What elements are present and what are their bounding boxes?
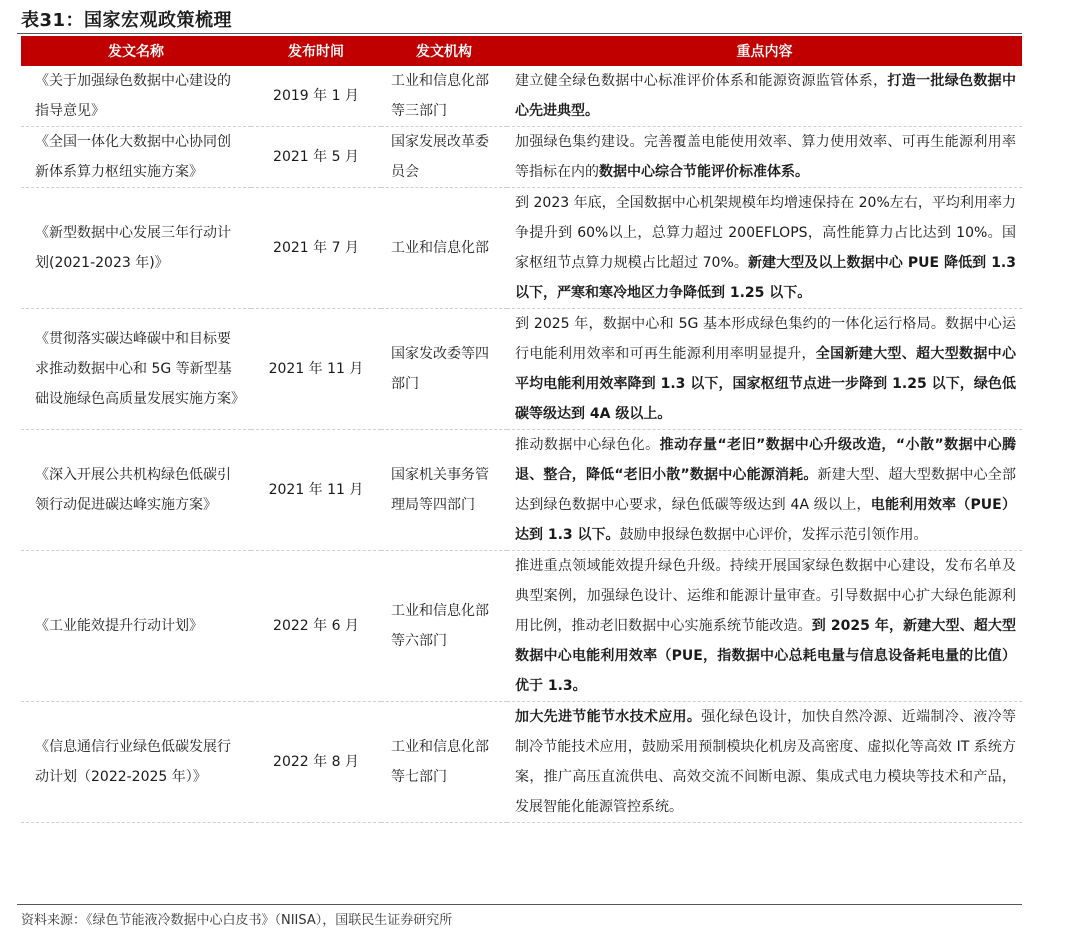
content-text: 到 2023 年底，全国数据中心机架规模年均增速保持在 20%左右，平均利用率力争提升到 60%以上，总算力超过 200EFLOPS，高性能算力占比达到 10%。国家枢纽节点算力规模占比超过 70%。 bbox=[515, 195, 1016, 271]
header-name: 发文名称 bbox=[21, 36, 251, 66]
content-text-bold: 加大先进节能节水技术应用。 bbox=[515, 709, 702, 725]
table-row bbox=[21, 430, 1022, 551]
content-text-bold: 新建大型及以上数据中心 PUE 降低到 1.3 以下，严寒和寒冷地区力争降低到 1.25 以下。 bbox=[515, 255, 1016, 301]
content-text: 建立健全绿色数据中心标准评价体系和能源资源监管体系， bbox=[515, 73, 888, 89]
policy-table bbox=[21, 36, 1022, 823]
key-content bbox=[507, 430, 1022, 551]
header-org: 发文机构 bbox=[381, 36, 507, 66]
issuing-org: 国家发改委等四部门 bbox=[381, 309, 507, 430]
publish-date: 2021 年 11 月 bbox=[251, 309, 381, 430]
table-row bbox=[21, 66, 1022, 127]
publish-date: 2021 年 11 月 bbox=[251, 430, 381, 551]
table-row bbox=[21, 127, 1022, 188]
content-text-bold: 数据中心综合节能评价标准体系。 bbox=[599, 164, 809, 180]
key-content bbox=[507, 551, 1022, 702]
issuing-org: 工业和信息化部 bbox=[381, 188, 507, 309]
table-row bbox=[21, 309, 1022, 430]
key-content bbox=[507, 188, 1022, 309]
content-text: 加强绿色集约建设。完善覆盖电能使用效率、算力使用效率、可再生能源利用率等指标在内的 bbox=[515, 134, 1016, 180]
header-content: 重点内容 bbox=[507, 36, 1022, 66]
issuing-org: 国家机关事务管理局等四部门 bbox=[381, 430, 507, 551]
content-text: 强化绿色设计，加快自然冷源、近端制冷、液冷等制冷节能技术应用，鼓励采用预制模块化机房及高密度、虚拟化等高效 IT 系统方案，推广高压直流供电、高效交流不间断电源、集成式电力模块等技术和产品，发展智能化能源管控系统。 bbox=[515, 709, 1017, 815]
table-title: 表31：国家宏观政策梳理 bbox=[21, 10, 233, 31]
publish-date: 2022 年 6 月 bbox=[251, 551, 381, 702]
table-row bbox=[21, 551, 1022, 702]
doc-name: 《工业能效提升行动计划》 bbox=[21, 551, 251, 702]
issuing-org: 工业和信息化部等七部门 bbox=[381, 702, 507, 823]
issuing-org: 工业和信息化部等三部门 bbox=[381, 66, 507, 127]
doc-name: 《全国一体化大数据中心协同创新体系算力枢纽实施方案》 bbox=[21, 127, 251, 188]
content-text: 推动数据中心绿色化。 bbox=[515, 437, 660, 453]
header-date: 发布时间 bbox=[251, 36, 381, 66]
issuing-org: 国家发展改革委员会 bbox=[381, 127, 507, 188]
key-content bbox=[507, 127, 1022, 188]
table-row bbox=[21, 188, 1022, 309]
key-content bbox=[507, 702, 1022, 823]
source-divider bbox=[17, 904, 1022, 905]
content-text: 推进重点领域能效提升绿色升级。持续开展国家绿色数据中心建设，发布名单及典型案例，加强绿色设计、运维和能源计量审查。引导数据中心扩大绿色能源利用比例，推动老旧数据中心实施系统节能改造。 bbox=[515, 558, 1016, 634]
title-divider bbox=[17, 33, 1022, 34]
doc-name: 《信息通信行业绿色低碳发展行动计划（2022-2025 年）》 bbox=[21, 702, 251, 823]
content-text: 鼓励申报绿色数据中心评价，发挥示范引领作用。 bbox=[619, 527, 928, 543]
content-text: 新建大型、超大型数据中心全部达到绿色数据中心要求，绿色低碳等级达到 4A 级以上， bbox=[515, 467, 1016, 513]
content-text-bold: 电能利用效率（PUE）达到 1.3 以下。 bbox=[515, 497, 1016, 543]
content-text-bold: 到 2025 年，新建大型、超大型数据中心电能利用效率（PUE，指数据中心总耗电量与信息设备耗电量的比值）优于 1.3。 bbox=[515, 618, 1017, 694]
content-text-bold: 全国新建大型、超大型数据中心平均电能利用效率降到 1.3 以下，国家枢纽节点进一步降到 1.25 以下，绿色低碳等级达到 4A 级以上。 bbox=[515, 346, 1017, 422]
key-content bbox=[507, 309, 1022, 430]
source-note: 资料来源：《绿色节能液冷数据中心白皮书》（NIISA），国联民生证券研究所 bbox=[21, 913, 453, 928]
publish-date: 2021 年 5 月 bbox=[251, 127, 381, 188]
table-header-row bbox=[21, 36, 1022, 66]
content-text-bold: 打造一批绿色数据中心先进典型。 bbox=[515, 73, 1017, 119]
table-row bbox=[21, 702, 1022, 823]
content-text: 到 2025 年，数据中心和 5G 基本形成绿色集约的一体化运行格局。数据中心运行电能利用效率和可再生能源利用率明显提升， bbox=[515, 316, 1016, 362]
publish-date: 2021 年 7 月 bbox=[251, 188, 381, 309]
doc-name: 《新型数据中心发展三年行动计划(2021-2023 年)》 bbox=[21, 188, 251, 309]
issuing-org: 工业和信息化部等六部门 bbox=[381, 551, 507, 702]
content-text-bold: 推动存量“老旧”数据中心升级改造，“小散”数据中心腾退、整合，降低“老旧小散”数据中心能源消耗。 bbox=[515, 437, 1016, 483]
doc-name: 《关于加强绿色数据中心建设的指导意见》 bbox=[21, 66, 251, 127]
publish-date: 2022 年 8 月 bbox=[251, 702, 381, 823]
publish-date: 2019 年 1 月 bbox=[251, 66, 381, 127]
doc-name: 《贯彻落实碳达峰碳中和目标要求推动数据中心和 5G 等新型基础设施绿色高质量发展实施方案》 bbox=[21, 309, 251, 430]
doc-name: 《深入开展公共机构绿色低碳引领行动促进碳达峰实施方案》 bbox=[21, 430, 251, 551]
key-content bbox=[507, 66, 1022, 127]
